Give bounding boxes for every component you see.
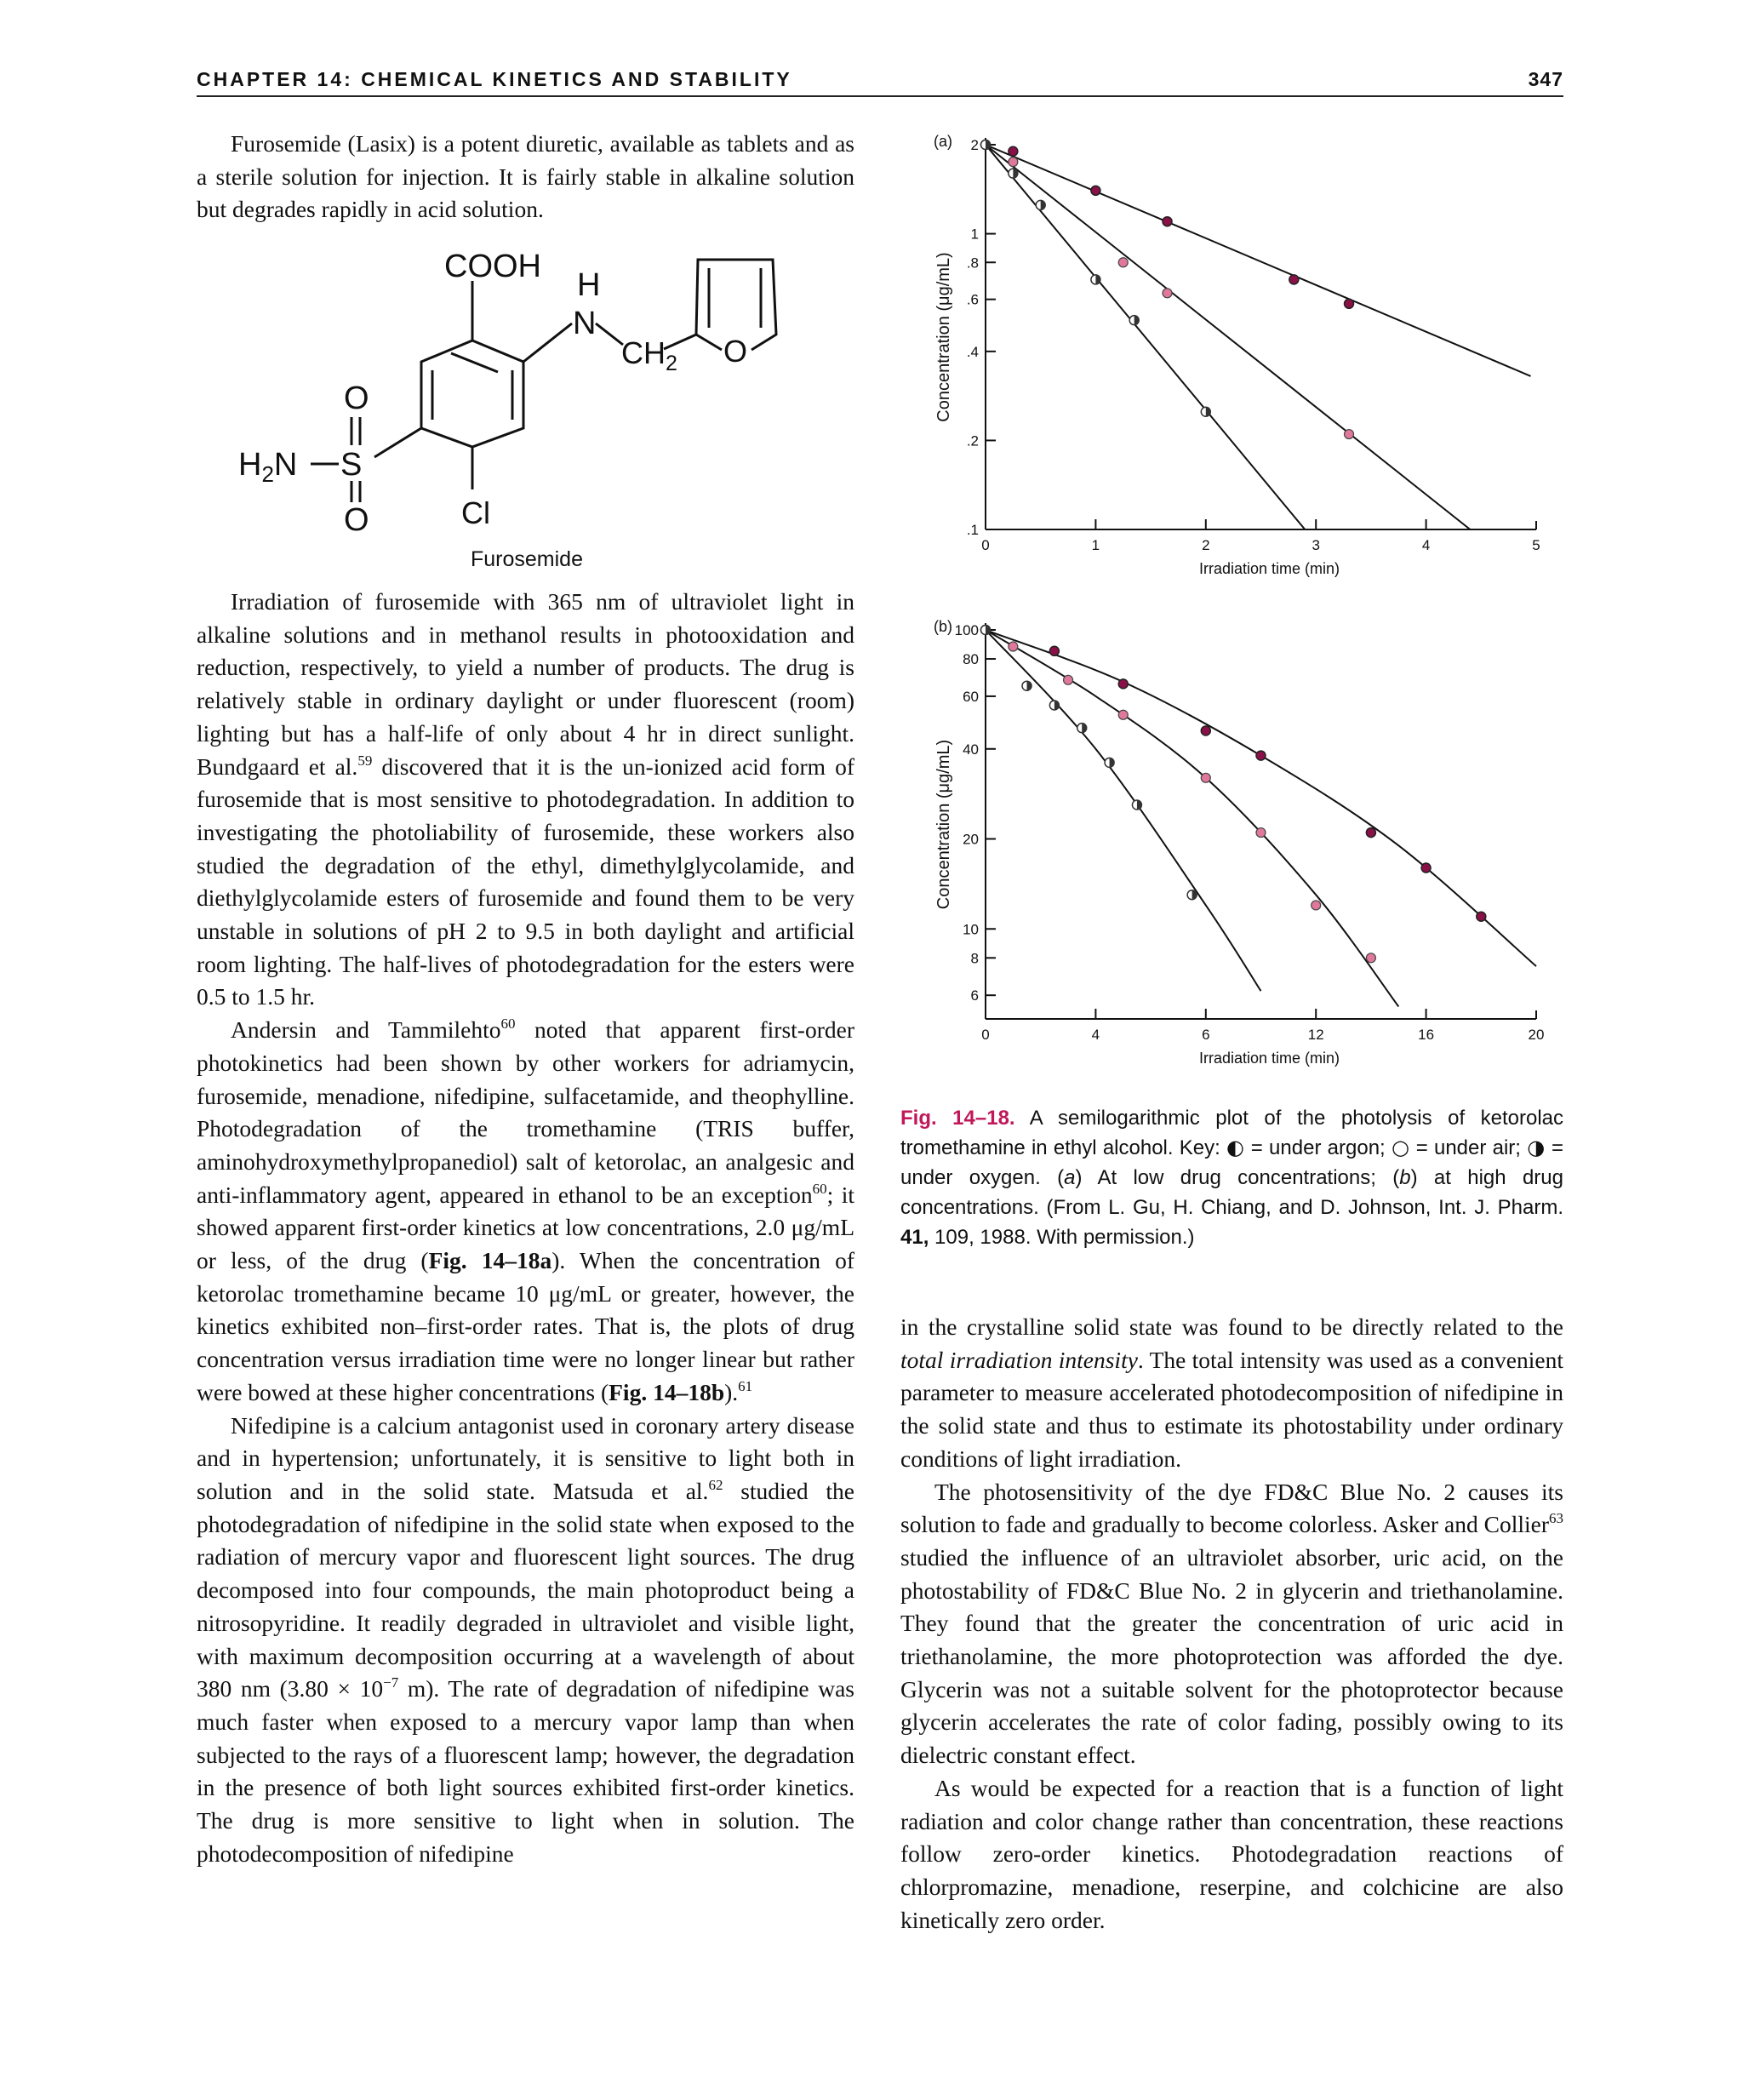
argon-symbol: ◐ bbox=[1226, 1136, 1245, 1159]
y-tick-label: 60 bbox=[963, 688, 979, 705]
y-tick-label: 6 bbox=[970, 987, 979, 1004]
data-point-argon bbox=[1421, 863, 1431, 873]
y-tick-label: 8 bbox=[970, 950, 979, 967]
paragraph-furosemide-photolysis: Irradiation of furosemide with 365 nm of ultraviolet light in alkaline solutions and in methanol results in photooxidation and reduction, respectively, to yield a number of products. The drug is relatively stable in ordinary daylight or under fluorescent (room) lighting but has a half-life of only about 4 hr in direct sunlight. Bundgaard et al.$^{59}$ discovered that it is the un-ionized acid form of furosemide that is most sensitive to photodegradation. In addition to investigating the photoliability of furosemide, these workers also studied the degradation of the ethyl, dimethylglycolamide, and diethylglycolamide esters of furosemide and found them to be very unstable in solutions of pH 2 to 9.5 in both daylight and artificial room lighting. The half-lives of photodegradation for the esters were 0.5 to 1.5 hr. bbox=[197, 588, 854, 1010]
fit-line-argon bbox=[986, 145, 1531, 376]
intro-column bbox=[197, 128, 854, 226]
data-point-argon bbox=[1049, 646, 1059, 655]
chart-b-svg bbox=[923, 596, 1553, 1085]
data-point-oxygen bbox=[1129, 316, 1139, 325]
data-point-oxygen bbox=[1201, 407, 1210, 416]
y-tick-label: 20 bbox=[963, 831, 979, 848]
data-point-air bbox=[1256, 828, 1266, 838]
data-point-oxygen bbox=[1077, 724, 1087, 733]
data-point-argon bbox=[1289, 275, 1299, 284]
data-point-oxygen bbox=[1105, 758, 1114, 767]
data-point-air bbox=[1118, 710, 1128, 719]
oxygen-symbol: ◑ bbox=[1527, 1136, 1546, 1159]
data-point-air bbox=[1009, 157, 1018, 167]
data-point-oxygen bbox=[981, 626, 991, 635]
data-point-air bbox=[1163, 289, 1172, 298]
label-h2n: $H_2N$ bbox=[238, 447, 298, 487]
data-point-air bbox=[1009, 642, 1018, 651]
y-tick-label: 40 bbox=[963, 741, 979, 758]
intro-paragraph: Furosemide (Lasix) is a potent diuretic, available as tablets and as a sterile solution for injection. It is fairly stable in alkaline solution but degrades rapidly in acid solution. bbox=[197, 130, 854, 223]
fit-line-oxygen bbox=[986, 145, 1305, 529]
left-column bbox=[197, 586, 854, 1870]
x-tick-label: 3 bbox=[1312, 537, 1320, 553]
data-point-air bbox=[1366, 953, 1375, 963]
y-tick-label: 80 bbox=[963, 651, 979, 668]
y-axis-label: Concentration (μg/mL) bbox=[934, 252, 953, 422]
data-point-argon bbox=[1477, 912, 1486, 921]
fit-line-air bbox=[986, 145, 1470, 529]
data-point-argon bbox=[1091, 186, 1100, 195]
x-tick-label: 5 bbox=[1532, 537, 1540, 553]
x-tick-label: 20 bbox=[1528, 1027, 1545, 1043]
data-point-oxygen bbox=[1036, 200, 1045, 209]
furosemide-structure bbox=[238, 234, 851, 575]
structure-caption: Furosemide bbox=[471, 547, 583, 571]
data-point-air bbox=[1118, 258, 1128, 267]
running-header bbox=[197, 68, 1563, 97]
y-tick-label: .8 bbox=[966, 255, 979, 272]
x-tick-label: 16 bbox=[1418, 1027, 1435, 1043]
y-tick-label: .4 bbox=[966, 343, 979, 360]
data-point-argon bbox=[1345, 299, 1354, 308]
data-point-oxygen bbox=[1187, 890, 1197, 900]
y-tick-label: 1 bbox=[970, 226, 979, 243]
data-point-air bbox=[1345, 430, 1354, 439]
label-o-bottom: O bbox=[344, 502, 369, 538]
data-point-oxygen bbox=[1009, 169, 1018, 178]
data-point-air bbox=[1312, 901, 1321, 910]
chart-panel-b bbox=[923, 596, 1553, 1085]
y-tick-label: .1 bbox=[966, 522, 979, 538]
x-axis-label: Irradiation time (min) bbox=[1198, 1050, 1340, 1067]
x-tick-label: 4 bbox=[1421, 537, 1431, 553]
label-ch2: $CH_2$ bbox=[621, 335, 677, 375]
data-point-air bbox=[1201, 773, 1210, 782]
label-cl: Cl bbox=[461, 495, 490, 530]
y-tick-label: 100 bbox=[954, 622, 979, 638]
y-tick-label: .2 bbox=[966, 432, 979, 449]
label-furan-o: O bbox=[723, 334, 748, 369]
structure-bonds bbox=[311, 260, 776, 502]
data-point-argon bbox=[1256, 751, 1266, 760]
chart-panel-a bbox=[923, 128, 1553, 592]
label-o-top: O bbox=[344, 381, 369, 416]
panel-label: (b) bbox=[934, 618, 952, 635]
y-axis-label: Concentration (μg/mL) bbox=[934, 739, 953, 910]
figure-label: Fig. 14–18. bbox=[900, 1107, 1015, 1130]
data-point-oxygen bbox=[1091, 275, 1100, 284]
chapter-title: CHAPTER 14: CHEMICAL KINETICS AND STABILITY bbox=[197, 68, 792, 90]
panel-label: (a) bbox=[934, 133, 952, 150]
x-tick-label: 1 bbox=[1091, 537, 1100, 553]
x-tick-label: 12 bbox=[1307, 1027, 1324, 1043]
data-point-argon bbox=[1009, 146, 1018, 156]
data-point-oxygen bbox=[981, 140, 991, 150]
y-tick-label: .6 bbox=[966, 291, 979, 308]
paragraph-nifedipine: Nifedipine is a calcium antagonist used in coronary artery disease and in hypertension; unfortunately, it is sensitive to light both in solution and in the solid state. Matsuda et al.$^{62}$ studied the photodegradation of nifedipine in the solid state when exposed to the radiation of mercury vapor and fluorescent light sources. The drug decomposed into four compounds, the main photoproduct being a nitrosopyridine. It readily degraded in ultraviolet and visible light, with maximum decomposition occurring at a wavelength of about 380 nm ($3.80 \times 10^{-7}$ m). The rate of degradation of nifedipine was much faster when exposed to a mercury vapor lamp than when subjected to the rays of a fluorescent lamp; however, the degradation in the presence of both light sources exhibited first-order kinetics. The drug is more sensitive to light when in solution. The photodecomposition of nifedipine bbox=[197, 1411, 854, 1867]
paragraph-fdc-blue: The photosensitivity of the dye FD&C Blue No. 2 causes its solution to fade and gradually to become colorless. Asker and Collier$^{63}$ studied the influence of an ultraviolet absorber, uric acid, on the photostability of FD&C Blue No. 2 in glycerin and triethanolamine. They found that the greater the concentration of uric acid in triethanolamine, the more photoprotection was afforded the dye. Glycerin was not a suitable solvent for the photoprotector because glycerin accelerates the rate of color fading, possibly owing to its dielectric constant effect. bbox=[900, 1478, 1563, 1769]
y-tick-label: 2 bbox=[970, 137, 979, 153]
label-sulfur: S bbox=[340, 447, 363, 483]
data-point-oxygen bbox=[1132, 800, 1141, 810]
data-point-argon bbox=[1118, 679, 1128, 689]
air-symbol: ○ bbox=[1391, 1136, 1410, 1159]
x-tick-label: 4 bbox=[1091, 1027, 1100, 1043]
y-tick-label: 10 bbox=[963, 921, 979, 938]
right-column bbox=[900, 1311, 1563, 1937]
chart-a-svg bbox=[923, 128, 1553, 592]
data-point-oxygen bbox=[1022, 681, 1032, 690]
paragraph-ketorolac: Andersin and Tammilehto$^{60}$ noted that apparent first-order photokinetics had been shown by other workers for adriamycin, furosemide, menadione, nifedipine, sulfacetamide, and theophylline. Photodegradation of the tromethamine (TRIS buffer, aminohydroxymethylpropanediol) salt of ketorolac, an analgesic and anti-inflammatory agent, appeared in ethanol to be an exception$^{60}$; it showed apparent first-order kinetics at low concentrations, 2.0 μg/mL or less, of the drug (Fig. 14–18a). When the concentration of ketorolac tromethamine became 10 μg/mL or greater, however, the kinetics exhibited non–first-order rates. That is, the plots of drug concentration versus irradiation time were no longer linear but rather were bowed at these higher concentrations (Fig. 14–18b).$^{61}$ bbox=[197, 1016, 855, 1405]
data-point-oxygen bbox=[1049, 701, 1059, 710]
data-point-argon bbox=[1366, 828, 1375, 838]
data-point-argon bbox=[1201, 726, 1210, 735]
x-tick-label: 0 bbox=[981, 1027, 990, 1043]
data-point-air bbox=[1064, 675, 1073, 684]
figure-caption: Fig. 14–18. A semilogarithmic plot of the photolysis of ketorolac tromethamine in ethyl alcohol. Key: ◐ = under argon; ○ = under air; ◑ = under oxygen. (a) At low drug concentrations; (b) at high drug concentrations. (From L. Gu, H. Chiang, and D. Johnson, Int. J. Pharm. 41, 109, 1988. With permission.) bbox=[900, 1107, 1564, 1249]
figure-reference-a[interactable]: Fig. 14–18a bbox=[428, 1247, 552, 1274]
x-tick-label: 0 bbox=[981, 537, 990, 553]
x-tick-label: 6 bbox=[1202, 1027, 1210, 1043]
fit-line-air bbox=[986, 630, 1398, 1007]
data-point-argon bbox=[1163, 217, 1172, 226]
label-nh-n: N bbox=[573, 306, 597, 341]
x-tick-label: 2 bbox=[1202, 537, 1210, 553]
paragraph-nifedipine-continued: in the crystalline solid state was found to be directly related to the total irradiation intensity. The total intensity was used as a convenient parameter to measure accelerated photodecomposition of nifedipine in the solid state and thus to estimate its photostability under ordinary conditions of light irradiation. bbox=[900, 1313, 1563, 1472]
label-nh-h: H bbox=[577, 267, 601, 303]
paragraph-zero-order: As would be expected for a reaction that is a function of light radiation and color change rather than concentration, these reactions follow zero-order kinetics. Photodegradation reactions of chlorpromazine, menadione, reserpine, and colchicine are also kinetically zero order. bbox=[900, 1774, 1563, 1933]
page-number: 347 bbox=[1528, 68, 1563, 90]
figure-reference-b[interactable]: Fig. 14–18b bbox=[609, 1378, 725, 1405]
label-cooh: COOH bbox=[444, 249, 541, 284]
x-axis-label: Irradiation time (min) bbox=[1198, 560, 1340, 577]
